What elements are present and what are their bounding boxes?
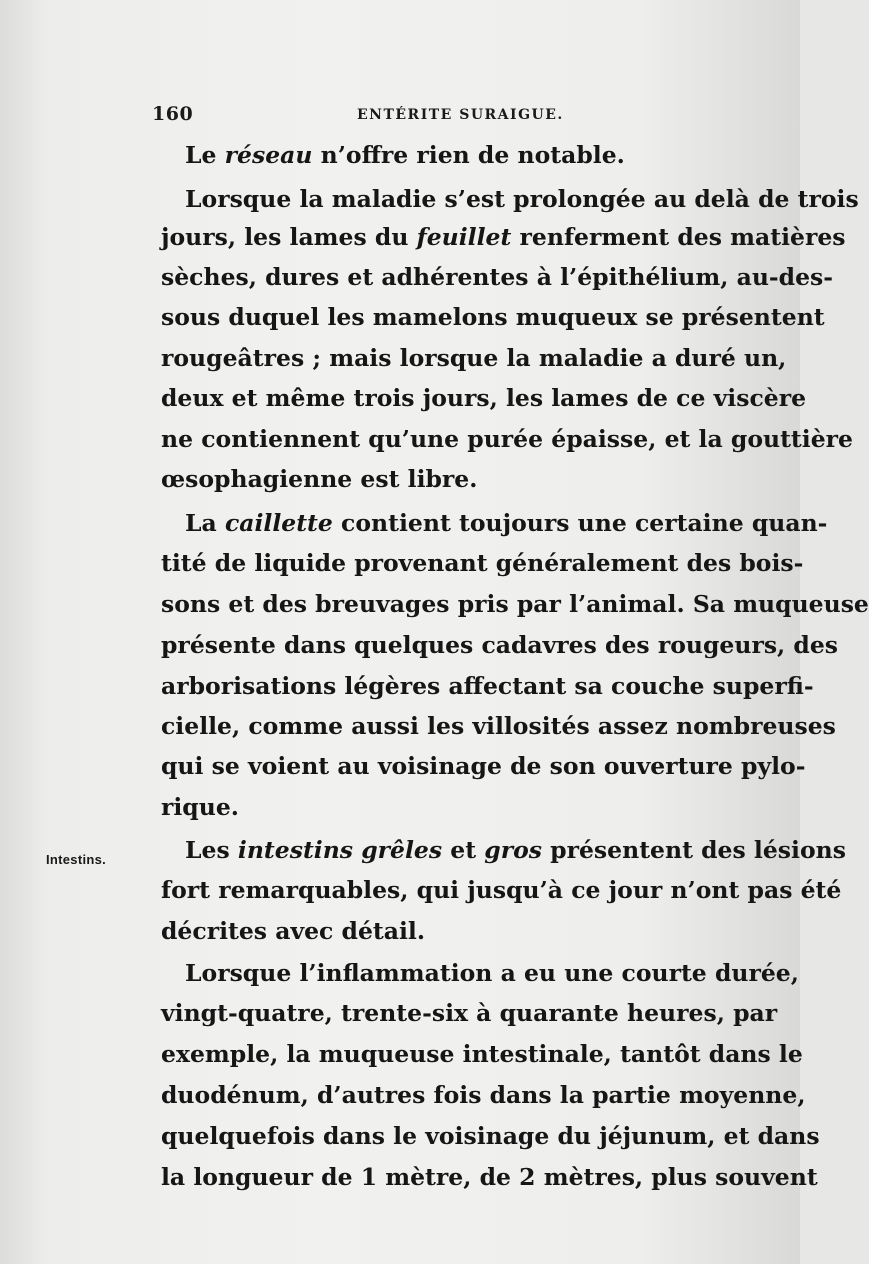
page-header	[152, 103, 572, 127]
text-run: vingt-quatre, trente-six à quarante heures, par	[161, 999, 778, 1027]
text-run: Lorsque l’inflammation a eu une courte durée,	[185, 959, 799, 987]
text-run: présentent des lésions	[541, 836, 846, 864]
text-line	[185, 184, 859, 214]
text-run: Le	[185, 141, 225, 169]
text-run: contient toujours une certaine quan-	[332, 509, 828, 537]
text-run: sous duquel les mamelons muqueux se présentent	[161, 303, 825, 331]
running-head: ENTÉRITE SURAIGUE.	[357, 107, 564, 123]
text-run: quelquefois dans le voisinage du jéjunum, et dans	[161, 1122, 820, 1150]
text-run: sèches, dures et adhérentes à l’épithélium, au-des-	[161, 263, 834, 291]
text-run: exemple, la muqueuse intestinale, tantôt dans le	[161, 1040, 803, 1068]
text-line	[161, 302, 825, 332]
text-run: décrites avec détail.	[161, 917, 426, 945]
text-line	[161, 1080, 806, 1110]
text-line	[185, 140, 625, 170]
text-line	[161, 464, 477, 494]
italic-term: feuillet	[416, 223, 512, 251]
text-line	[161, 671, 814, 701]
text-line	[161, 383, 807, 413]
text-line	[161, 343, 787, 373]
text-run: renferment des matières	[511, 223, 846, 251]
text-line	[161, 548, 804, 578]
text-line	[161, 711, 836, 741]
text-run: la longueur de 1 mètre, de 2 mètres, plus souvent	[161, 1163, 818, 1191]
text-line	[161, 1162, 818, 1192]
text-run: fort remarquables, qui jusqu’à ce jour n’ont pas été	[161, 876, 842, 904]
text-run: qui se voient au voisinage de son ouverture pylo-	[161, 752, 806, 780]
text-run: deux et même trois jours, les lames de ce viscère	[161, 384, 807, 412]
text-run: jours, les lames du	[161, 223, 417, 251]
text-run: Les	[185, 836, 238, 864]
text-line	[161, 792, 239, 822]
italic-term: intestins grêles	[237, 836, 443, 864]
text-line	[161, 222, 846, 252]
text-line	[161, 262, 834, 292]
italic-term: réseau	[224, 141, 313, 169]
text-run: rougeâtres ; mais lorsque la maladie a duré un,	[161, 344, 787, 372]
text-line	[185, 958, 799, 988]
text-run: ne contiennent qu’une purée épaisse, et la gouttière	[161, 425, 853, 453]
text-run: présente dans quelques cadavres des rougeurs, des	[161, 631, 839, 659]
text-line	[161, 875, 842, 905]
text-line	[161, 424, 853, 454]
italic-term: caillette	[224, 509, 333, 537]
text-run: tité de liquide provenant généralement des bois-	[161, 549, 804, 577]
text-run: cielle, comme aussi les villosités assez nombreuses	[161, 712, 836, 740]
text-run: œsophagienne est libre.	[161, 465, 478, 493]
text-line	[161, 1121, 820, 1151]
text-run: et	[442, 836, 485, 864]
text-run: La	[185, 509, 225, 537]
text-run: sons et des breuvages pris par l’animal. Sa muqueuse	[161, 590, 869, 618]
text-run: rique.	[161, 793, 239, 821]
text-line	[185, 835, 846, 865]
text-line	[185, 508, 828, 538]
text-line	[161, 589, 869, 619]
text-run: duodénum, d’autres fois dans la partie moyenne,	[161, 1081, 806, 1109]
italic-term: gros	[484, 836, 542, 864]
text-line	[161, 1039, 803, 1069]
text-run: arborisations légères affectant sa couche superfi-	[161, 672, 814, 700]
text-run: Lorsque la maladie s’est prolongée au delà de trois	[185, 185, 859, 213]
text-run: n’offre rien de notable.	[312, 141, 625, 169]
text-line	[161, 998, 778, 1028]
margin-note: Intestins.	[46, 852, 107, 867]
page-number: 160	[152, 103, 194, 125]
text-line	[161, 751, 806, 781]
text-line	[161, 916, 425, 946]
text-line	[161, 630, 839, 660]
